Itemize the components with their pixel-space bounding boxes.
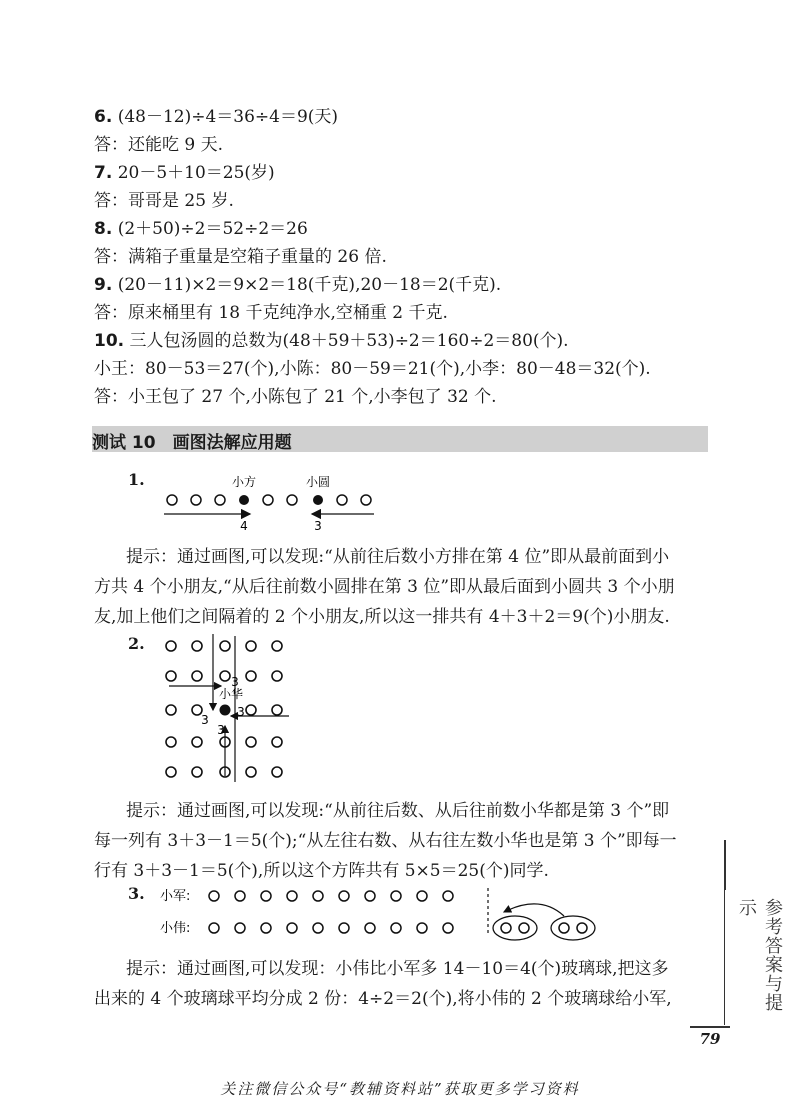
xiaohua-dot: [220, 705, 231, 716]
answer-10-line2: 小王：80－53＝27(个),小陈：80－59＝21(个),小李：80－48＝32(个).: [94, 359, 651, 379]
child-circle: [191, 495, 201, 505]
child-circle: [167, 495, 177, 505]
page-number: 79: [690, 1026, 730, 1050]
child-circle: [263, 495, 273, 505]
child-circle: [215, 495, 225, 505]
answer-6-text: 答：还能吃 9 天.: [94, 135, 224, 155]
count-left: 4: [240, 519, 248, 533]
problem-1-hint-cont: 方共 4 个小朋友,“从后往前数小圆排在第 3 位”即从最后面到小圆共 3 个小朋 友,加上他们之间隔着的 2 个小朋友,所以这一排共有 4＋3＋2＝9(个)小朋友.: [94, 577, 675, 627]
child-circle: [287, 495, 297, 505]
problem-3-number: 3.: [128, 884, 145, 903]
xiaofang-dot: [239, 495, 249, 505]
answer-10-expr: 10. 三人包汤圆的总数为(48＋59＋53)÷2＝160÷2＝80(个).: [94, 331, 569, 351]
footer-text: 关注微信公众号“教辅资料站”获取更多学习资料: [220, 1080, 580, 1098]
answer-10-text: 答：小王包了 27 个,小陈包了 21 个,小李包了 32 个.: [94, 387, 497, 407]
answer-8-expr: 8. (2＋50)÷2＝52÷2＝26: [94, 219, 308, 239]
side-rule: [724, 840, 726, 890]
number-bottom: 3: [217, 723, 225, 737]
section-title: 测试 10 画图法解应用题: [92, 433, 292, 453]
number-right: 3: [237, 705, 245, 719]
child-circle: [337, 495, 347, 505]
count-right: 3: [314, 519, 322, 533]
answer-7-expr: 7. 20－5＋10＝25(岁): [94, 163, 275, 183]
number-top: 3: [231, 675, 239, 689]
problem-1-number: 1.: [128, 470, 145, 489]
xiaojun-balls: [209, 891, 453, 901]
answer-9-text: 答：原来桶里有 18 千克纯净水,空桶重 2 千克.: [94, 303, 448, 323]
problem-2-number: 2.: [128, 634, 145, 653]
side-tab: [724, 890, 783, 1025]
label-xiaohua: 小华: [218, 687, 244, 701]
label-xiaowei: 小伟:: [160, 921, 191, 936]
label-xiaoyuan: 小圆: [305, 475, 331, 489]
answer-9-expr: 9. (20－11)×2＝9×2＝18(千克),20－18＝2(千克).: [94, 275, 502, 295]
child-circle: [361, 495, 371, 505]
number-left: 3: [201, 713, 209, 727]
problem-2-hint: 提示：通过画图,可以发现:“从前往后数、从后往前数小华都是第 3 个”即: [126, 801, 670, 821]
problem-1-diagram: [150, 468, 390, 534]
answer-7-text: 答：哥哥是 25 岁.: [94, 191, 234, 211]
problem-3-hint-cont: 出来的 4 个玻璃球平均分成 2 份：4÷2＝2(个),将小伟的 2 个玻璃球给小军,: [94, 989, 672, 1009]
answer-6-expr: 6. (48－12)÷4＝36÷4＝9(天): [94, 107, 339, 127]
problem-1-hint: 提示：通过画图,可以发现:“从前往后数小方排在第 4 位”即从最前面到小: [126, 547, 670, 567]
transfer-arrow: [504, 904, 564, 916]
group-ellipse-right: [551, 916, 595, 940]
section-header: [92, 426, 708, 452]
side-tab-label: 参考答案与提示: [736, 898, 783, 1012]
label-xiaofang: 小方: [231, 475, 257, 489]
problem-3-diagram: [160, 880, 610, 944]
xiaoyuan-dot: [313, 495, 323, 505]
problem-2-hint-cont: 每一列有 3＋3－1＝5(个);“从左往右数、从右往左数小华也是第 3 个”即每一 行有 3＋3－1＝5(个),所以这个方阵共有 5×5＝25(个)同学.: [94, 831, 677, 881]
problem-3-hint: 提示：通过画图,可以发现：小伟比小军多 14－10＝4(个)玻璃球,把这多: [126, 959, 669, 979]
problem-2-diagram: [155, 630, 295, 788]
group-ellipse-left: [493, 916, 537, 940]
xiaowei-balls: [209, 923, 587, 933]
label-xiaojun: 小军:: [160, 889, 191, 904]
answer-8-text: 答：满箱子重量是空箱子重量的 26 倍.: [94, 247, 387, 267]
